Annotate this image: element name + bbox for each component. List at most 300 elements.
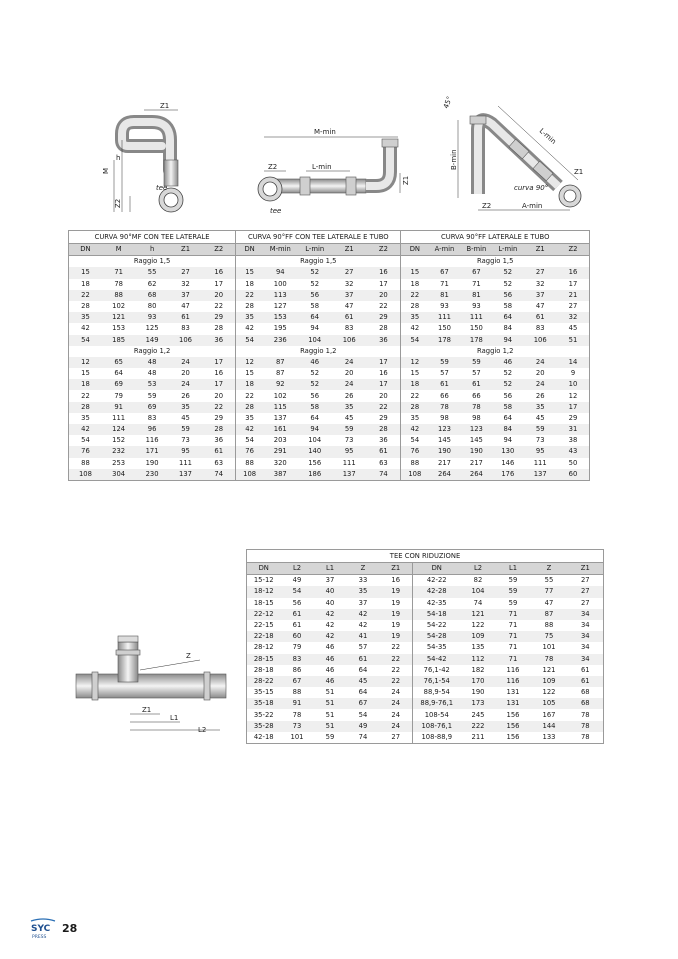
table-cell: L-min [492, 244, 523, 256]
table-cell: 387 [263, 469, 297, 481]
table-cell: 18 [236, 379, 263, 390]
table-cell: 64 [358, 688, 368, 697]
table-cell: 81 [461, 290, 492, 301]
table-cell: 36 [202, 335, 235, 346]
table-cell: 17 [202, 379, 235, 390]
table-cell: 88 [69, 458, 102, 469]
table-cell: 54 [281, 586, 314, 597]
table-cell: 76,1-42 [413, 665, 461, 676]
table-cell: 137 [169, 469, 202, 481]
table-cell: 71 [102, 267, 135, 278]
table-cell: 60 [281, 631, 314, 642]
table-cell: 17 [366, 379, 401, 390]
table-cell: 167 [542, 710, 556, 719]
table-cell: 17 [214, 279, 224, 288]
table-cell: 320 [273, 458, 287, 467]
table-cell: 83 [181, 324, 190, 333]
table-cell: 48 [135, 357, 168, 368]
table-cell: 304 [102, 469, 135, 481]
table-cell: 59 [461, 357, 492, 368]
table-cell: 53 [135, 379, 168, 390]
table-cell: Raggio 1,2 [401, 346, 590, 357]
table-cell: 71 [496, 631, 531, 642]
table-cell: 42 [314, 631, 347, 642]
table-cell: Z1 [380, 563, 413, 575]
table-cell: 47 [544, 598, 554, 607]
table-cell: 28 [69, 301, 102, 312]
table-cell: M [102, 244, 135, 256]
table-title-row [247, 550, 604, 563]
table-cell: 101 [281, 732, 314, 744]
table-cell: 88 [544, 621, 554, 630]
table-cell: 24 [169, 357, 202, 368]
table-cell: 35 [169, 402, 202, 413]
table-cell: 22-18 [247, 631, 281, 642]
table-cell: 28 [236, 402, 263, 413]
table-cell: 28-18 [247, 665, 281, 676]
table-cell: 54 [236, 435, 263, 446]
table-tee-riduzione [246, 549, 604, 744]
table-cell: Raggio 1,5 [236, 256, 401, 268]
table-cell: 27 [568, 586, 604, 597]
table-cell: 64 [298, 312, 332, 323]
table-cell: L1 [496, 563, 531, 575]
table-cell: 46 [492, 357, 523, 368]
table-cell: 78 [114, 279, 123, 288]
table-cell: 35-22 [247, 709, 281, 720]
table-cell: 88 [292, 688, 302, 697]
table-row [69, 335, 590, 346]
table-cell: 28 [379, 324, 388, 333]
table-row [69, 301, 590, 312]
table-cell: 182 [471, 665, 485, 674]
table-cell: 83 [535, 324, 545, 333]
table-cell: 88,9-76,1 [413, 698, 461, 709]
table-cell: 54-28 [413, 631, 461, 642]
table-cell: 112 [461, 654, 496, 665]
table-cell: 28 [401, 301, 428, 312]
table-cell: 59 [496, 586, 531, 597]
table-cell: 137 [273, 413, 287, 422]
table-cell: 63 [379, 458, 388, 467]
table-cell: 17 [366, 357, 401, 368]
figure-curva-ff-laterale-tubo [438, 90, 598, 220]
table-cell: 76 [236, 446, 263, 457]
table-cell: 36 [379, 436, 388, 445]
table-cell: 40 [314, 586, 347, 597]
table-cell: 61 [281, 609, 314, 620]
table-cell: 29 [379, 413, 388, 422]
table-cell: 253 [112, 458, 126, 467]
table-cell: 36 [366, 335, 401, 346]
table-cell: 19 [380, 609, 413, 620]
table-cell: 190 [145, 458, 159, 467]
table-cell: 51 [314, 721, 347, 732]
table-cell: 34 [568, 631, 604, 642]
table-cell: 22 [214, 302, 224, 311]
table-cell: 67 [428, 267, 460, 278]
table-cell: 130 [492, 446, 523, 457]
table-cell: 28-12 [247, 642, 281, 653]
table-cell: 34 [568, 642, 604, 653]
table-cell: Z1 [568, 563, 604, 575]
logo-text: SYC [31, 924, 51, 934]
table-cell: 55 [544, 576, 554, 585]
table-row [69, 446, 590, 457]
table-cell: 55 [135, 267, 168, 278]
table-cell: 108 [236, 469, 263, 481]
table-cell: 152 [112, 436, 126, 445]
table-cell: 230 [135, 469, 168, 481]
table-cell: 73 [535, 436, 545, 445]
table-subheader-row [69, 256, 590, 268]
table-cell: 51 [325, 688, 335, 697]
table-cell: 15 [401, 267, 428, 278]
table-cell: 52 [298, 267, 332, 278]
table-cell: 59 [169, 424, 202, 435]
table-row [247, 642, 604, 653]
table-cell: 59 [524, 424, 557, 435]
table-cell: CURVA 90°MF CON TEE LATERALE [69, 231, 236, 244]
table-cell: 45 [535, 413, 545, 422]
table-cell: 35 [236, 413, 263, 424]
table-cell: 94 [310, 324, 320, 333]
table-cell: 50 [557, 458, 590, 469]
table-header-row [247, 563, 604, 575]
table-row [69, 290, 590, 301]
table-row [247, 620, 604, 631]
table-cell: 48 [147, 369, 157, 378]
table-cell: 111 [179, 458, 193, 467]
table-cell: 140 [298, 446, 332, 457]
table-cell: 83 [147, 413, 157, 422]
table-cell: 122 [542, 688, 556, 697]
fig1-label-h: h [116, 154, 121, 162]
fig3-label-b-min: B-min [450, 149, 458, 170]
table-cell: 37 [524, 290, 557, 301]
table-cell: 22-15 [247, 620, 281, 631]
table-cell: 71 [440, 279, 449, 288]
table-cell: 96 [135, 424, 168, 435]
table-cell: 12 [557, 390, 590, 401]
table-cell: 24 [524, 357, 557, 368]
table-row [247, 631, 604, 642]
table-cell: 61 [169, 312, 202, 323]
table-row [69, 458, 590, 469]
fig1-label-z2: Z2 [114, 198, 122, 208]
table-subheader-row [69, 346, 590, 357]
table-cell: 45 [181, 413, 190, 422]
table-cell: 29 [557, 413, 590, 424]
table-cell: 54 [69, 435, 102, 446]
table-cell: 26 [344, 391, 354, 400]
table-cell: 156 [496, 732, 531, 744]
table-cell: 64 [492, 312, 523, 323]
table-cell: 127 [273, 302, 287, 311]
table-cell: 49 [347, 721, 380, 732]
table-cell: 47 [181, 302, 190, 311]
table-cell: 16 [202, 267, 235, 278]
fig2-label-z2: Z2 [268, 163, 278, 171]
table-cell: 54-35 [413, 642, 461, 653]
table-cell: 18 [236, 279, 263, 290]
table-cell: 17 [557, 402, 590, 413]
table-cell: DN [401, 244, 428, 256]
table-cell: 121 [461, 609, 496, 620]
table-cell: 37 [169, 290, 202, 301]
table-cell: 35 [524, 402, 557, 413]
table-cell: 61 [428, 379, 460, 390]
table-cell: 24 [380, 721, 413, 732]
table-cell: 21 [557, 290, 590, 301]
fig1-label-tee: tee [156, 184, 168, 192]
table-cell: 95 [332, 446, 366, 457]
table-cell: 28 [401, 402, 428, 413]
table-cell: 68 [568, 698, 604, 709]
table-cell: 111 [112, 413, 126, 422]
table-cell: 35 [347, 586, 380, 597]
table-cell: 78 [568, 721, 604, 732]
table-cell: 161 [263, 424, 297, 435]
table-cell: 146 [501, 458, 515, 467]
table-cell: 22 [236, 290, 263, 301]
table-cell: DN [236, 244, 263, 256]
table-cell: 104 [461, 586, 496, 597]
table-row [69, 413, 590, 424]
table-cell: 150 [469, 324, 483, 333]
table-cell: 42-22 [413, 575, 461, 587]
table-cell: 40 [325, 598, 335, 607]
table-cell: 88 [236, 458, 263, 469]
table-cell: 71 [508, 643, 518, 652]
table-cell: 28-15 [247, 654, 281, 665]
table-cell: 61 [568, 665, 604, 676]
table-cell: 15 [236, 368, 263, 379]
table-cell: 78 [531, 654, 568, 665]
table-cell: 27 [169, 267, 202, 278]
table-cell: 52 [503, 369, 513, 378]
table-cell: 113 [263, 290, 297, 301]
table-cell: 36 [214, 436, 224, 445]
table-cell: 88 [401, 458, 428, 469]
table-row [69, 424, 590, 435]
table-cell: 123 [461, 424, 492, 435]
table-cell: Raggio 1,5 [401, 256, 590, 268]
table-cell: 15-12 [247, 575, 281, 587]
table-cell: 42 [401, 424, 428, 435]
table-cell: CURVA 90°FF CON TEE LATERALE E TUBO [236, 231, 401, 244]
table-cell: Z2 [202, 244, 235, 256]
table-cell: 18 [69, 279, 102, 290]
table-cell: 47 [344, 302, 354, 311]
table-row [69, 267, 590, 278]
table-cell: 24 [524, 379, 557, 390]
table-cell: 105 [531, 698, 568, 709]
table-cell: 47 [535, 302, 545, 311]
table-cell: 17 [379, 279, 388, 288]
table-cell: 61 [461, 379, 492, 390]
table-cell: 135 [471, 643, 485, 652]
table-cell: 156 [496, 721, 531, 732]
table-cell: 22 [69, 290, 102, 301]
table-cell: 95 [169, 446, 202, 457]
table-cell: 71 [472, 279, 481, 288]
fig3-label-45: 45° [442, 95, 454, 110]
table-cell: 149 [135, 335, 168, 346]
table-cell: 62 [147, 279, 157, 288]
table-cell: 58 [492, 402, 523, 413]
table-cell: 61 [524, 312, 557, 323]
table-cell: 104 [298, 335, 332, 346]
table-row [69, 390, 590, 401]
table-cell: 93 [135, 312, 168, 323]
table-cell: 56 [310, 391, 320, 400]
table-cell: 32 [181, 279, 190, 288]
table-cell: 38 [557, 435, 590, 446]
table-cell: 61 [366, 446, 401, 457]
table-cell: 22 [236, 390, 263, 401]
table-cell: 61 [332, 312, 366, 323]
table-cell: 54 [401, 335, 428, 346]
table-cell: 15 [69, 368, 102, 379]
table-cell: 102 [273, 391, 287, 400]
table-cell: 59 [147, 391, 157, 400]
table-row [69, 357, 590, 368]
table-cell: 150 [438, 324, 451, 333]
table-cell: 144 [531, 721, 568, 732]
table-cell: 45 [344, 413, 354, 422]
table-cell: 94 [298, 424, 332, 435]
table-cell: 22 [391, 643, 401, 652]
table-cell: 28 [366, 424, 401, 435]
table-cell: 133 [531, 732, 568, 744]
table-cell: 46 [314, 654, 347, 665]
fig2-label-z1: Z1 [402, 175, 410, 185]
table-cell: 22 [69, 390, 102, 401]
page-footer [30, 917, 77, 939]
table-cell: 78 [461, 402, 492, 413]
table-cell: 61 [347, 654, 380, 665]
table-row [69, 435, 590, 446]
table-cell: 52 [503, 279, 513, 288]
table-cell: Z [347, 563, 380, 575]
table-cell: 98 [440, 413, 449, 422]
table-cell: 16 [379, 369, 388, 378]
table-cell: 145 [469, 436, 483, 445]
table-cell: 19 [380, 631, 413, 642]
table-cell: TEE CON RIDUZIONE [247, 550, 604, 563]
table-cell: 45 [347, 676, 380, 687]
table-cell: A-min [428, 244, 460, 256]
table-cell: 59 [332, 424, 366, 435]
table-cell: 16 [557, 267, 590, 278]
table-cell: 28 [214, 324, 224, 333]
table-cell: 68 [568, 687, 604, 698]
table-cell: 80 [147, 302, 157, 311]
table-cell: 37 [325, 576, 335, 585]
table-cell: 37 [332, 290, 366, 301]
table-cell: 217 [438, 458, 451, 467]
table-cell: 264 [461, 469, 492, 481]
table-cell: 22-12 [247, 609, 281, 620]
table-cell: 156 [308, 458, 322, 467]
table-cell: 108 [401, 469, 428, 481]
table-cell: 24 [391, 710, 401, 719]
table-cell: 178 [428, 335, 460, 346]
table-cell: 54 [401, 435, 428, 446]
table-row [69, 469, 590, 481]
table-cell: 41 [347, 631, 380, 642]
table-cell: 15 [236, 267, 263, 278]
table-cell: 74 [202, 469, 235, 481]
syc-press-logo [30, 917, 56, 939]
table-row [69, 402, 590, 413]
table-cell: 33 [358, 576, 368, 585]
table-cell: 170 [461, 676, 496, 687]
table-cell: 35 [401, 413, 428, 424]
table-cell: Raggio 1,2 [69, 346, 236, 357]
table-cell: 42 [69, 323, 102, 334]
table-cell: 78 [292, 710, 302, 719]
logo-subtext: PRESS [32, 935, 47, 939]
page-number: 28 [62, 921, 78, 935]
table-row [247, 665, 604, 676]
table-curve-dimensions [68, 230, 590, 481]
table-cell: 217 [469, 458, 483, 467]
table-cell: 22 [380, 676, 413, 687]
table-cell: 74 [473, 598, 483, 607]
table-cell: 86 [292, 665, 302, 674]
table-cell: L-min [298, 244, 332, 256]
table-cell: 35 [401, 312, 428, 323]
table-cell: 22 [202, 402, 235, 413]
table-cell: 29 [214, 413, 224, 422]
table-cell: Raggio 1,5 [69, 256, 236, 268]
table-cell: 71 [508, 621, 518, 630]
table-cell: 29 [202, 312, 235, 323]
table-cell: 28 [69, 402, 102, 413]
table-cell: 176 [492, 469, 523, 481]
table-row [247, 575, 604, 587]
table-cell: Z1 [332, 244, 366, 256]
table-cell: 91 [102, 402, 135, 413]
table-cell: 109 [461, 631, 496, 642]
table-cell: 42 [401, 323, 428, 334]
table-cell: 54-42 [413, 654, 461, 665]
table-cell: 54 [358, 710, 368, 719]
table-cell: 78 [568, 732, 604, 744]
table-cell: 95 [524, 446, 557, 457]
table-cell: 78 [568, 709, 604, 720]
table-cell: 10 [557, 379, 590, 390]
table-cell: 88 [102, 290, 135, 301]
table-cell: 74 [347, 732, 380, 744]
table-row [69, 368, 590, 379]
table-cell: 32 [557, 312, 590, 323]
fig1-label-m: M [102, 167, 110, 174]
table-row [247, 721, 604, 732]
table-title-row [69, 231, 590, 244]
table-cell: L2 [461, 563, 496, 575]
table-row [247, 586, 604, 597]
table-cell: 17 [557, 279, 590, 290]
table-cell: h [135, 244, 168, 256]
table-cell: 186 [298, 469, 332, 481]
fig3-label-l-min: L-min [537, 126, 558, 146]
table-cell: CURVA 90°FF LATERALE E TUBO [401, 231, 590, 244]
table-cell: 59 [428, 357, 460, 368]
table-cell: 245 [471, 710, 485, 719]
